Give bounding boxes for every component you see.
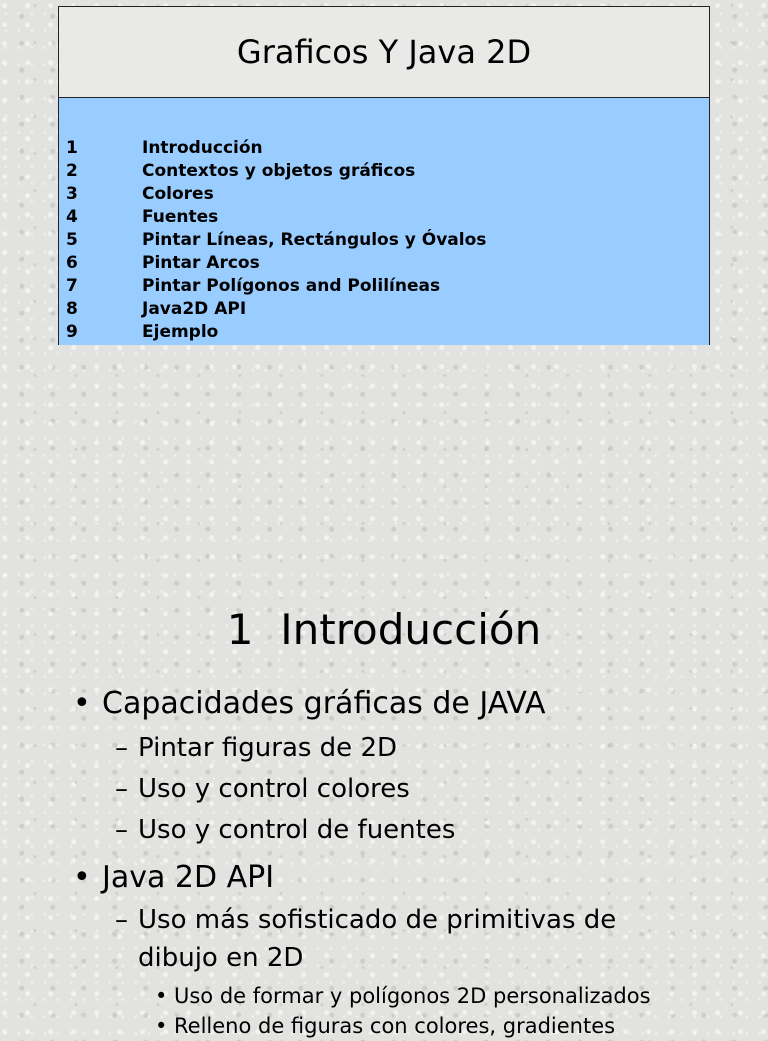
dash-marker: – (115, 815, 128, 845)
toc-slide (58, 6, 710, 345)
sub-bullet-text: Uso y control colores (138, 774, 410, 804)
toc-number: 2 (66, 161, 78, 181)
sub-sub-bullet-text: Relleno de figuras con colores, gradientes (174, 1014, 616, 1038)
toc-label: Introducción (142, 138, 263, 158)
toc-item (59, 321, 709, 344)
toc-label: Java2D API (142, 299, 247, 319)
sub-bullet-marker: • (155, 984, 168, 1008)
sub-bullet-item (115, 729, 675, 767)
toc-item (59, 183, 709, 206)
dash-marker: – (115, 733, 128, 763)
toc-label: Contextos y objetos gráficos (142, 161, 416, 181)
dash-marker: – (115, 905, 128, 935)
bullet-text: Capacidades gráficas de JAVA (102, 686, 546, 721)
toc-item (59, 206, 709, 229)
toc-item (59, 160, 709, 183)
sub-bullet-item (115, 901, 675, 977)
sub-bullet-text: Uso más sofisticado de primitivas de (138, 905, 617, 935)
bullet-item (73, 860, 274, 896)
toc-item (59, 298, 709, 321)
toc-label: Pintar Polígonos and Polilíneas (142, 276, 441, 296)
toc-number: 8 (66, 299, 78, 319)
toc-label: Fuentes (142, 207, 219, 227)
toc-item (59, 137, 709, 160)
toc-label: Pintar Arcos (142, 253, 260, 273)
toc-number: 4 (66, 207, 78, 227)
sub-sub-bullet-text: Uso de formar y polígonos 2D personalizados (174, 984, 651, 1008)
section-title: 1 Introducción (226, 605, 542, 654)
toc-number: 5 (66, 230, 78, 250)
toc-label: Ejemplo (142, 322, 219, 342)
sub-bullet-item (115, 811, 675, 849)
bullet-marker: • (73, 860, 91, 895)
bullet-marker: • (73, 686, 91, 721)
bullet-item (73, 686, 545, 722)
sub-bullet-item (115, 770, 675, 808)
toc-number: 3 (66, 184, 78, 204)
toc-number: 9 (66, 322, 78, 342)
slide-title: Graficos Y Java 2D (59, 7, 709, 98)
toc-label: Colores (142, 184, 214, 204)
bullet-text: Java 2D API (102, 860, 275, 895)
toc-list (59, 98, 709, 345)
sub-sub-bullet-item (155, 1011, 615, 1041)
sub-bullet-text-cont: dibujo en 2D (138, 943, 304, 973)
toc-number: 6 (66, 253, 78, 273)
sub-bullet-text: Pintar figuras de 2D (138, 733, 398, 763)
sub-bullet-text: Uso y control de fuentes (138, 815, 456, 845)
toc-number: 7 (66, 276, 78, 296)
sub-sub-bullet-item (155, 981, 651, 1011)
toc-label: Pintar Líneas, Rectángulos y Óvalos (142, 230, 487, 250)
toc-number: 1 (66, 138, 78, 158)
toc-item (59, 229, 709, 252)
toc-item (59, 275, 709, 298)
sub-bullet-marker: • (155, 1014, 168, 1038)
dash-marker: – (115, 774, 128, 804)
toc-item (59, 252, 709, 275)
